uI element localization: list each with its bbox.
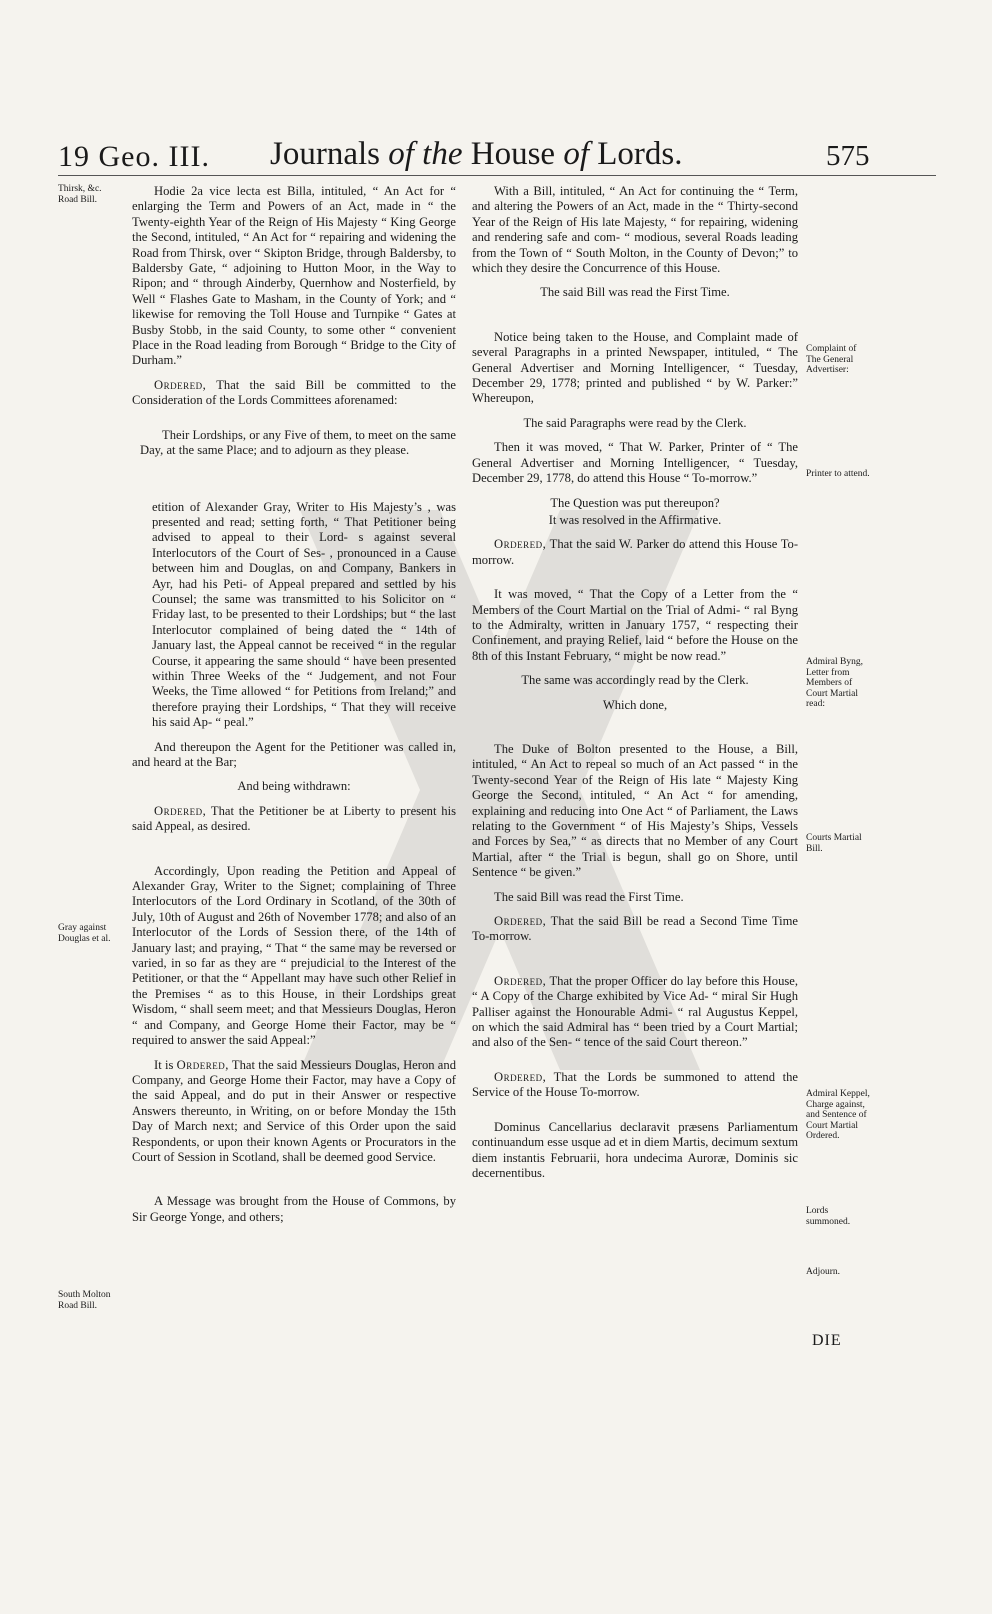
paragraph: With a Bill, intituled, “ An Act for continuing the “ Term, and altering the Powers of an Act, made in the “ Thirty-second Year of the Reign of His late Majesty, “ for repairing, widening and rendering safe and com- “ modious, several Roads leading from the Town of “ South Molton, in the County of Devon;” to which they desire the Concurrence of this House.: [472, 184, 798, 276]
paragraph: [472, 1070, 798, 1101]
page-header: [0, 130, 992, 180]
title-word-of: of: [388, 136, 414, 172]
paragraph-text: It is: [154, 1057, 174, 1072]
ordered-lead: Ordered,: [176, 1057, 229, 1072]
paragraph-text: That the said Bill be read a Second Time Time To-morrow.: [472, 914, 798, 944]
page-number: 575: [826, 140, 870, 172]
paragraph: The Duke of Bolton presented to the House, a Bill, intituled, “ An Act to repeal so much of an Act passed “ in the Twenty-second Year of the Reign of His late “ Majesty King George the Second, intituled, “ An Act “ for amending, explaining and reducing into One Act “ of Parliament, the Laws relating to the Government “ of His Majesty’s Ships, Vessels and Forces by Sea,” “ as directs that no Member of any Court Martial, after “ the Trial is begun, shall go on Shore, until Sentence “ be given.”: [472, 741, 798, 880]
margin-note-byng: Admiral Byng, Letter from Members of Court Martial read:: [806, 657, 863, 709]
paragraph: Accordingly, Upon reading the Petition and Appeal of Alexander Gray, Writer to the Signet; complaining of Three Interlocutors of the Lord Ordinary in Scotland, of the 30th of July, 10th of August and 26th of November 1778; and also of an Interlocutor of the Lords of Session there, of the 14th of January last; and praying, “ That “ the same may be reversed or varied, in so far as they are “ prejudicial to the Interest of the Petitioner, or that the “ Appellant may have such other Relief in the Premises “ as to this House, in their Lordships great Wisdom, “ shall seem meet; and that Messieurs Douglas, Heron “ and Company, and George Home their Factor, may be “ required to answer the said Appeal:”: [132, 863, 456, 1048]
paragraph-text: That the said W. Parker do attend this House To-morrow.: [472, 537, 799, 567]
title-word-lords: Lords.: [597, 136, 683, 172]
left-column: [132, 184, 456, 1234]
paragraph: The Question was put thereupon?: [550, 495, 720, 510]
margin-note-printer: Printer to attend.: [806, 469, 870, 479]
margin-note-south-molton: South Molton Road Bill.: [58, 1290, 111, 1311]
paragraph-text: That the Petitioner be at Liberty to present his said Appeal, as desired.: [132, 803, 456, 834]
paragraph: [472, 537, 798, 568]
paragraph: And thereupon the Agent for the Petitioner was called in, and heard at the Bar;: [132, 739, 456, 769]
margin-note-summoned: Lords summoned.: [806, 1206, 851, 1227]
paragraph: Notice being taken to the House, and Complaint made of several Paragraphs in a printed Newspaper, intituled, “ The General Advertiser and Morning Intelligencer, “ Tuesday, December 29, 1778; printed and published “ by W. Parker:” Whereupon,: [472, 329, 798, 406]
margin-note-thirsk: Thirsk, &c. Road Bill.: [58, 184, 102, 205]
paragraph: The same was accordingly read by the Clerk.: [521, 673, 749, 688]
paragraph: [132, 378, 456, 409]
paragraph: [472, 974, 798, 1051]
paragraph: And being withdrawn:: [237, 779, 351, 794]
regnal-year: 19 Geo. III.: [58, 140, 210, 173]
paragraph: The said Paragraphs were read by the Clerk.: [523, 415, 747, 430]
paragraph: It was resolved in the Affirmative.: [548, 512, 722, 527]
paragraph: etition of Alexander Gray, Writer to His Majesty’s , was presented and read; setting forth, “ That Petitioner being advised to appeal to their Lord- s against several Interlocutors of the Court of Ses- , pronounced in a Cause between him and Douglas, on and Company, Bankers in Ayr, had his Peti- of Appeal prepared and settled by his Counsel; the same was transmitted to his Solicitor on “ Friday last, to be presented to their Lordships; but “ the last Interlocutor complained of being dated the “ 14th of January last, the Appeal cannot be received “ in the regular Course, it appearing the same should “ have been presented within Three Weeks of the “ Judgement, and not Four Weeks, the Time allowed “ for Petitions from Ireland;” and therefore praying their Lordships, “ That they will receive his said Ap- “ peal.”: [152, 499, 456, 730]
paragraph: Dominus Cancellarius declaravit præsens Parliamentum continuandum esse usque ad et in diem Martis, decimum sextum diem instantis Februarii, hora undecima Auroræ, Dominis sic decernentibus.: [472, 1119, 798, 1180]
paragraph-text: That the Lords be summoned to attend the Service of the House To-morrow.: [472, 1069, 798, 1100]
ordered-lead: Ordered,: [494, 914, 547, 929]
margin-note-courts-martial: Courts Martial Bill.: [806, 833, 862, 854]
ordered-lead: Ordered,: [154, 803, 207, 818]
margin-note-complaint: Complaint of The General Advertiser:: [806, 344, 857, 375]
title-word-journals: Journals: [270, 136, 380, 172]
paragraph: [132, 804, 456, 835]
paragraph-text: That the said Bill be committed to the Consideration of the Lords Committees aforenamed:: [132, 377, 456, 408]
paragraph: Which done,: [602, 697, 668, 712]
title-word-house: House: [470, 136, 556, 172]
paragraph-text: That the proper Officer do lay before this House, “ A Copy of the Charge exhibited by Vice Ad- “ miral Sir Hugh Palliser against the Honourable Admi- “ ral Augustus Keppel, on which the said Admiral has “ been tried by a Court Martial; and also of the Sen- “ tence of the said Court thereon.”: [472, 973, 798, 1050]
margin-note-adjourn: Adjourn.: [806, 1267, 841, 1277]
margin-note-gray: Gray against Douglas et al.: [58, 923, 111, 944]
header-rule: [58, 175, 936, 176]
paragraph: Their Lordships, or any Five of them, to meet on the same Day, at the same Place; and to adjourn as they please.: [140, 427, 456, 458]
right-column: [472, 184, 798, 1190]
journal-title: [270, 136, 683, 173]
paragraph: [132, 1058, 456, 1166]
paragraph: It was moved, “ That the Copy of a Letter from the “ Members of the Court Martial on the Trial of Admi- “ ral Byng to the Admiralty, written in January 1757, “ respecting their Confinement, and praying Relief, laid “ before the House on the 8th of this Instant February, “ might be now read.”: [472, 587, 798, 663]
ordered-lead: Ordered,: [494, 973, 547, 988]
paragraph: Hodie 2a vice lecta est Billa, intituled, “ An Act for “ enlarging the Term and Powers of an Act, made in “ the Twenty-eighth Year of the Reign of His Majesty “ King George the Second, intituled, “ An Act for “ repairing and widening the Road from Thirsk, over “ Skipton Bridge, through Baldersby, to Baldersby Gate, “ adjoining to Hutton Moor, in the Way to Ripon; and “ through Ainderby, Quernhow and Nosterfield, by Well “ Flashes Gate to Masham, in the County of York; and “ likewise for removing the Toll House and Turnpike “ Gates at Busby Stobb, in the said County, to some other “ convenient Place in the Road leading from Borough “ Bridge to the City of Durham.”: [132, 184, 456, 368]
title-word-the: the: [422, 136, 463, 172]
ordered-lead: Ordered,: [494, 537, 547, 552]
ordered-lead: Ordered,: [154, 377, 207, 392]
paragraph: The said Bill was read the First Time.: [494, 889, 684, 904]
paragraph-text: That the said Messieurs Douglas, Heron and Company, and George Home their Factor, may have a Copy of the said Appeal, and do put in their Answer or respective Answers thereunto, in Writing, on or before Monday the 15th Day of March next; and Service of this Order upon the said Respondents, or upon their known Agents or Procurators in the Court of Session in Scotland, shall be deemed good Service.: [132, 1057, 456, 1164]
title-word-of-2: of: [563, 136, 589, 172]
ordered-lead: Ordered,: [494, 1069, 547, 1084]
catchword: DIE: [812, 1332, 842, 1349]
paragraph: [472, 914, 798, 945]
margin-note-keppel: Admiral Keppel, Charge against, and Sentence of Court Martial Ordered.: [806, 1089, 870, 1141]
paragraph: Then it was moved, “ That W. Parker, Printer of “ The General Advertiser and Morning Intelligencer, “ Tuesday, December 29, 1778, do attend this House “ To-morrow.”: [472, 440, 798, 486]
paragraph: The said Bill was read the First Time.: [540, 285, 730, 300]
paragraph: A Message was brought from the House of Commons, by Sir George Yonge, and others;: [132, 1194, 456, 1224]
